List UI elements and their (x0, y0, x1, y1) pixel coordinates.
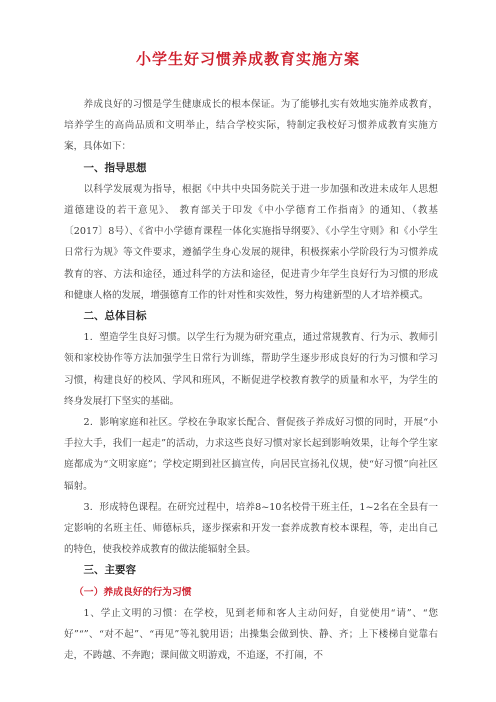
goal-paragraph-2: 2．影响家庭和社区。学校在争取家长配合、督促孩子养成好习惯的同时，开展“小手拉大手，我们一起走”的活动，力求这些良好习惯对家长起到影响效果，让每个学生家庭都成为“文明家庭”；学校定期到社区搞宣传，向居民宣扬礼仪规，使“好习惯”向社区辐射。 (64, 417, 438, 492)
section-heading-overall-goals: 二、总体目标 (83, 310, 147, 323)
document-title: 小学生好习惯养成教育实施方案 (135, 50, 360, 68)
section-heading-guiding-ideology: 一、指导思想 (83, 161, 147, 174)
goal-paragraph-1: 1．塑造学生良好习惯。以学生行为规为研究重点，通过常规教育、行为示、教师引领和家校协作等方法加强学生日常行为训练，帮助学生逐步形成良好的行为习惯和学习习惯，构建良好的校风、学风和班风，不断促进学校教育教学的质量和水平，为学生的终身发展打下坚实的基础。 (64, 332, 438, 407)
document-body (64, 94, 438, 666)
guiding-ideology-paragraph: 以科学发展观为指导，根据《中共中央国务院关于进一步加强和改进未成年人思想道德建设的若干意见》、 教育部关于印发《中小学德育工作指南》的通知、（教基〔2017〕8号）、《省中小学德育课程一体化实施指导纲要》、《小学生守则》和《小学生日常行为规》等文件要求，遵循学生身心发展的规律，积极探索小学阶段行为习惯养成教育的容、方法和途径，通过科学的方法和途径，促进青少年学生良好行为习惯的形成和健康人格的发展，增强德育工作的针对性和实效性，努力构建新型的人才培养模式。 (64, 183, 438, 301)
section-heading-main-content: 三、主要容 (83, 564, 136, 577)
intro-paragraph: 养成良好的习惯是学生健康成长的根本保证。为了能够扎实有效地实施养成教育，培养学生的高尚品质和文明举止，结合学校实际，特制定我校好习惯养成教育实施方案，具体如下： (64, 99, 438, 153)
subsection-heading-behavior-habits: （一）养成良好的行为习惯 (74, 586, 192, 598)
goal-paragraph-3: 3．形成特色课程。在研究过程中，培养8~10名校骨干班主任，1~2名在全县有一定影响的名班主任、师德标兵，逐步探索和开发一套养成教育校本课程，等，走出自己的特色，使我校养成教育的做法能辐射全县。 (64, 501, 438, 556)
content-paragraph-1: 1、学止文明的习惯：在学校，见到老师和客人主动问好，自觉使用“请”、“您好”“”、“对不起”、“再见”等礼貌用语；出操集会做到快、静、齐；上下楼梯自觉靠右走，不踌越、不奔跑；课间做文明游戏，不追逐，不打闹，不 (64, 607, 438, 662)
